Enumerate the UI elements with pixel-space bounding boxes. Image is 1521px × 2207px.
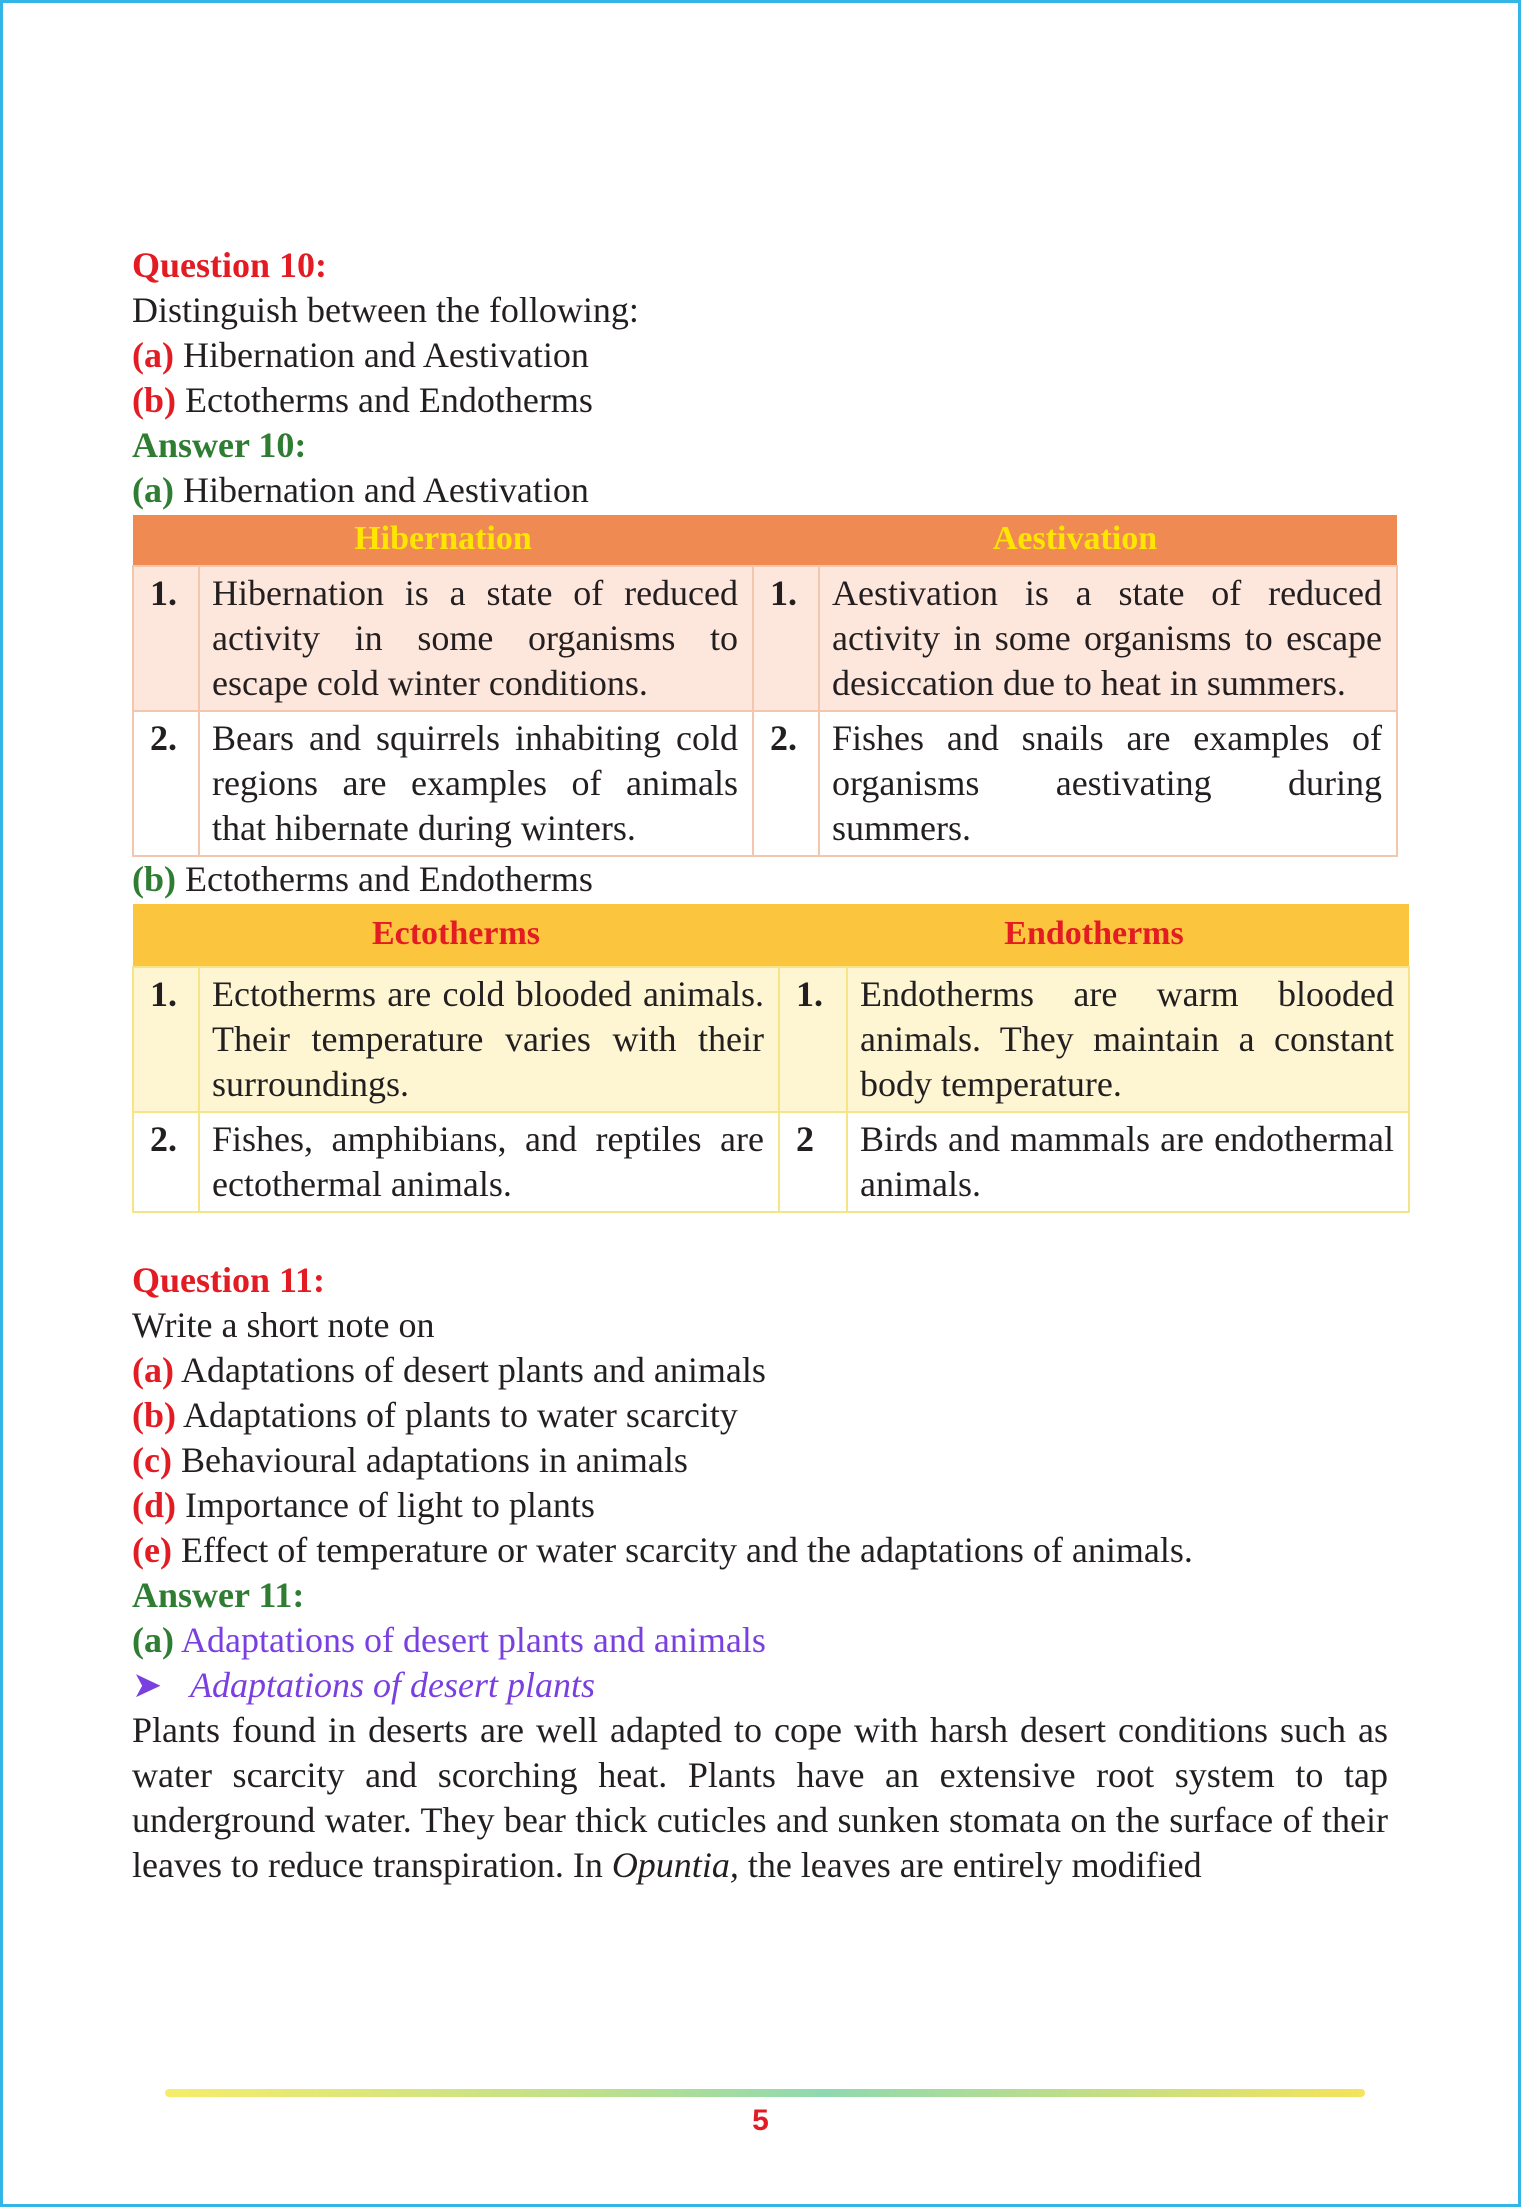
row-number: 1. xyxy=(133,566,199,711)
part-text: Hibernation and Aestivation xyxy=(182,470,589,510)
question-10-prompt: Distinguish between the following: xyxy=(132,290,639,330)
table-header-aestivation: Aestivation xyxy=(753,515,1397,566)
part-label: (e) xyxy=(132,1530,172,1570)
paragraph-text: Plants found in deserts are well adapted to cope with harsh desert conditions such as water scarcity and scorching heat. Plants have an extensive root system to tap underground water. They bear thick cuticles and sunken stomata on the surface of their leaves to reduce transpiration. In xyxy=(132,1710,1388,1885)
row-number: 2 xyxy=(779,1112,847,1212)
hibernation-aestivation-table xyxy=(132,515,1398,857)
table-row xyxy=(133,566,1397,711)
answer-10-part-a xyxy=(132,468,1392,513)
question-10-part-a xyxy=(132,333,1392,378)
question-11-part-e xyxy=(132,1528,1392,1573)
cell-text: Fishes, amphibians, and reptiles are ectothermal animals. xyxy=(199,1112,779,1212)
row-number: 1. xyxy=(779,967,847,1112)
answer-11-bullet xyxy=(132,1663,1392,1708)
ectotherms-endotherms-table xyxy=(132,904,1410,1213)
footer-divider xyxy=(165,2089,1365,2097)
question-10-part-b xyxy=(132,378,1392,423)
part-label: (b) xyxy=(132,380,176,420)
row-number: 1. xyxy=(753,566,819,711)
answer-10-part-b xyxy=(132,857,1392,902)
cell-text: Aestivation is a state of reduced activity in some organisms to escape desiccation due to heat in summers. xyxy=(819,566,1397,711)
page-content xyxy=(132,243,1392,1888)
cell-text: Hibernation is a state of reduced activity in some organisms to escape cold winter conditions. xyxy=(199,566,753,711)
question-11-part-b xyxy=(132,1393,1392,1438)
answer-11-part-a xyxy=(132,1618,1392,1663)
part-label: (c) xyxy=(132,1440,172,1480)
part-text: Ectotherms and Endotherms xyxy=(185,380,593,420)
paragraph-text-end: the leaves are entirely modified xyxy=(738,1845,1202,1885)
bullet-text: Adaptations of desert plants xyxy=(190,1665,595,1705)
part-text: Adaptations of desert plants and animals xyxy=(181,1620,766,1660)
question-10-heading: Question 10: xyxy=(132,245,328,285)
part-text: Importance of light to plants xyxy=(185,1485,595,1525)
part-label: (a) xyxy=(132,470,174,510)
page-number: 5 xyxy=(752,2104,769,2137)
table-header-ectotherms: Ectotherms xyxy=(133,904,779,967)
part-text: Hibernation and Aestivation xyxy=(182,335,589,375)
question-11-part-d xyxy=(132,1483,1392,1528)
part-label: (a) xyxy=(132,1350,174,1390)
table-row xyxy=(133,1112,1409,1212)
answer-11-heading: Answer 11: xyxy=(132,1575,305,1615)
part-label: (b) xyxy=(132,1395,176,1435)
row-number: 2. xyxy=(753,711,819,856)
paragraph-italic-term: Opuntia, xyxy=(611,1845,739,1885)
part-label: (a) xyxy=(132,335,174,375)
question-11-heading: Question 11: xyxy=(132,1260,326,1300)
part-text: Behavioural adaptations in animals xyxy=(180,1440,688,1480)
table-row xyxy=(133,967,1409,1112)
table-header-hibernation: Hibernation xyxy=(133,515,753,566)
part-text: Ectotherms and Endotherms xyxy=(185,859,593,899)
question-11-part-a xyxy=(132,1348,1392,1393)
part-label: (d) xyxy=(132,1485,176,1525)
part-text: Effect of temperature or water scarcity and the adaptations of animals. xyxy=(180,1530,1193,1570)
table-row xyxy=(133,711,1397,856)
cell-text: Bears and squirrels inhabiting cold regions are examples of animals that hibernate during winters. xyxy=(199,711,753,856)
answer-10-heading: Answer 10: xyxy=(132,425,307,465)
cell-text: Fishes and snails are examples of organisms aestivating during summers. xyxy=(819,711,1397,856)
part-label: (a) xyxy=(132,1620,174,1660)
question-11-prompt: Write a short note on xyxy=(132,1305,435,1345)
arrow-bullet-icon: ➤ xyxy=(132,1665,163,1705)
cell-text: Ectotherms are cold blooded animals. Their temperature varies with their surroundings. xyxy=(199,967,779,1112)
cell-text: Birds and mammals are endothermal animals. xyxy=(847,1112,1409,1212)
part-text: Adaptations of plants to water scarcity xyxy=(183,1395,738,1435)
question-11-part-c xyxy=(132,1438,1392,1483)
row-number: 2. xyxy=(133,1112,199,1212)
part-label: (b) xyxy=(132,859,176,899)
part-text: Adaptations of desert plants and animals xyxy=(181,1350,766,1390)
cell-text: Endotherms are warm blooded animals. They maintain a constant body temperature. xyxy=(847,967,1409,1112)
table-header-endotherms: Endotherms xyxy=(779,904,1409,967)
row-number: 2. xyxy=(133,711,199,856)
answer-11-paragraph xyxy=(132,1708,1388,1888)
row-number: 1. xyxy=(133,967,199,1112)
